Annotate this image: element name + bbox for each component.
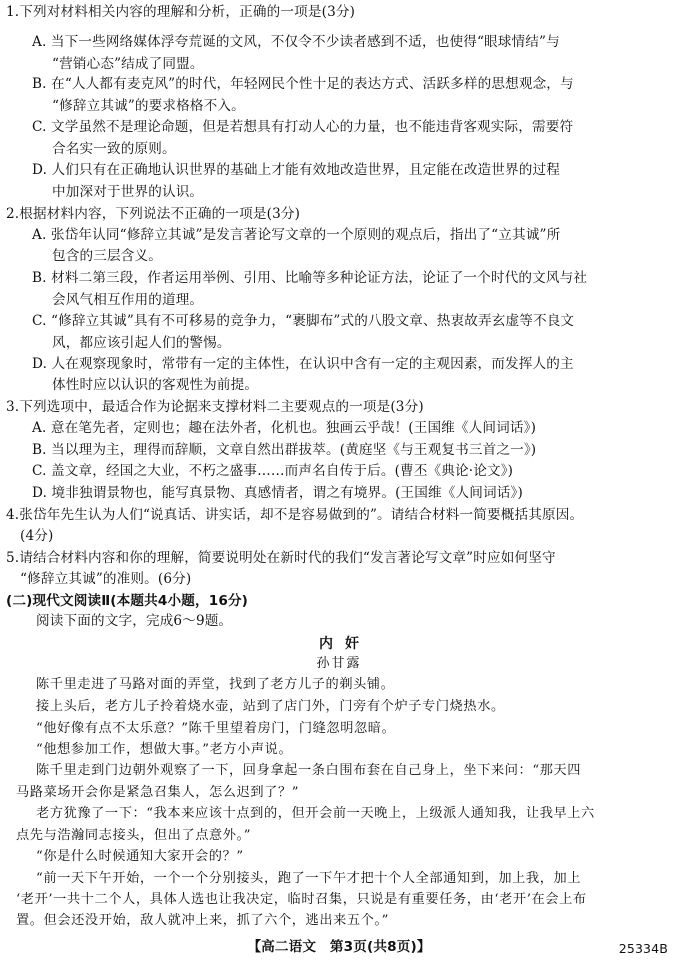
q1-option-d-line2: 中加深对于世界的认识。 <box>52 184 204 200</box>
q3-option-c: C. 盖文章，经国之大业，不朽之盛事……而声名自传于后。(曹丕《典论·论文》) <box>32 463 514 479</box>
q1-stem: 1.下列对材料相关内容的理解和分析，正确的一项是(3分) <box>6 4 356 20</box>
q3-option-a: A. 意在笔先者，定则也；趣在法外者，化机也。独画云乎哉！(王国维《人间词话》) <box>32 420 537 436</box>
story-paragraph-1: 陈千里走进了马路对面的弄堂，找到了老方儿子的剃头铺。 <box>36 677 395 692</box>
story-paragraph-2: 接上头后，老方儿子拎着烧水壶，站到了店门外，门旁有个炉子专门烧热水。 <box>36 699 505 714</box>
story-paragraph-6-line1: 老方犹豫了一下：“我本来应该十点到的，但开会前一天晚上，上级派人通知我，让我早上六 <box>36 806 595 821</box>
q3-stem: 3.下列选项中，最适合作为论据来支撑材料二主要观点的一项是(3分) <box>6 399 424 415</box>
page-footer: 【高二语文 第3页(共8页)】 <box>247 939 431 955</box>
q2-option-a-line1: A. 张岱年认同“修辞立其诚”是发言著论写文章的一个原则的观点后，指出了“立其诚”所 <box>32 227 561 243</box>
story-paragraph-5-line2: 马路菜场开会你是紧急召集人，怎么迟到了？” <box>16 785 300 800</box>
q2-option-b-line2: 会风气相互作用的道理。 <box>52 292 204 308</box>
q1-option-d-line1: D. 人们只有在正确地认识世界的基础上才能有效地改造世界，且定能在改造世界的过程 <box>32 162 561 178</box>
q1-option-c-line2: 合名实一致的原则。 <box>52 141 176 157</box>
story-paragraph-8-line2: ‘老开’一共十二个人，具体人选也让我决定，临时召集，只说是有重要任务，由‘老开’在会上布 <box>16 892 587 907</box>
q4-line1: 4.张岱年先生认为人们“说真话、讲实话，却不是容易做到的”。请结合材料一简要概括其原因。 <box>6 507 584 523</box>
story-paragraph-5-line1: 陈千里走到门边朝外观察了一下，回身拿起一条白围布套在自己身上，坐下来问：“那天四 <box>36 763 582 778</box>
story-paragraph-3: “他好像有点不太乐意？”陈千里望着房门，门缝忽明忽暗。 <box>36 721 396 736</box>
q2-stem: 2.根据材料内容，下列说法不正确的一项是(3分) <box>6 206 301 222</box>
exam-code: 25334B <box>618 941 668 956</box>
q1-option-a-line1: A. 当下一些网络媒体浮夸荒诞的文风，不仅令不少读者感到不适，也使得“眼球情结”与 <box>32 34 560 50</box>
story-paragraph-7: “你是什么时候通知大家开会的？” <box>36 849 244 864</box>
story-paragraph-6-line2: 点先与浩瀚同志接头，但出了点意外。” <box>16 828 252 843</box>
q2-option-b-line1: B. 材料二第三段，作者运用举例、引用、比喻等多种论证方法，论证了一个时代的文风与社 <box>32 270 588 286</box>
section2-heading: (二)现代文阅读Ⅱ(本题共4小题，16分) <box>6 593 249 609</box>
q2-option-c-line2: 风，都应该引起人们的警惕。 <box>52 335 231 351</box>
story-paragraph-8-line1: “前一天下午开始，一个一个分别接头，跑了一下午才把十个人全部通知到，加上我，加上 <box>36 871 582 886</box>
q4-line2: (4分) <box>20 528 54 544</box>
story-paragraph-8-line3: 置。但会还没开始，敌人就冲上来，抓了六个，逃出来五个。” <box>16 913 390 928</box>
q2-option-a-line2: 包含的三层含义。 <box>52 248 162 264</box>
q1-option-b-line1: B. 在“人人都有麦克风”的时代，年轻网民个性十足的表达方式、活跃多样的思想观念，与 <box>32 76 574 92</box>
q1-option-a-line2: “营销心态”结成了同盟。 <box>52 56 204 72</box>
story-paragraph-4: “他想参加工作，想做大事。”老方小声说。 <box>36 742 293 757</box>
q3-option-d: D. 境非独谓景物也，能写真景物、真感情者，谓之有境界。(王国维《人间词话》) <box>32 485 523 501</box>
q5-line1: 5.请结合材料内容和你的理解，简要说明处在新时代的我们“发言著论写文章”时应如何坚守 <box>6 550 556 566</box>
story-author: 孙甘露 <box>316 656 362 671</box>
q1-option-c-line1: C. 文学虽然不是理论命题，但是若想具有打动人心的力量，也不能违背客观实际，需要符 <box>32 119 574 135</box>
q1-option-b-line2: “修辞立其诚”的要求格格不入。 <box>52 98 245 114</box>
q2-option-d-line1: D. 人在观察现象时，常带有一定的主体性，在认识中含有一定的主观因素，而发挥人的主 <box>32 356 574 372</box>
section2-instruction: 阅读下面的文字，完成6～9题。 <box>36 613 233 629</box>
story-title: 内奸 <box>319 636 371 652</box>
q3-option-b: B. 当以理为主，理得而辞顺，文章自然出群拔萃。(黄庭坚《与王观复书三首之一》) <box>32 442 537 458</box>
q2-option-d-line2: 体性时应以认识的客观性为前提。 <box>52 377 259 393</box>
q5-line2: “修辞立其诚”的准则。(6分) <box>20 571 192 587</box>
q2-option-c-line1: C. “修辞立其诚”具有不可移易的竞争力，“裹脚布”式的八股文章、热衷故弄玄虚等不良文 <box>32 313 575 329</box>
